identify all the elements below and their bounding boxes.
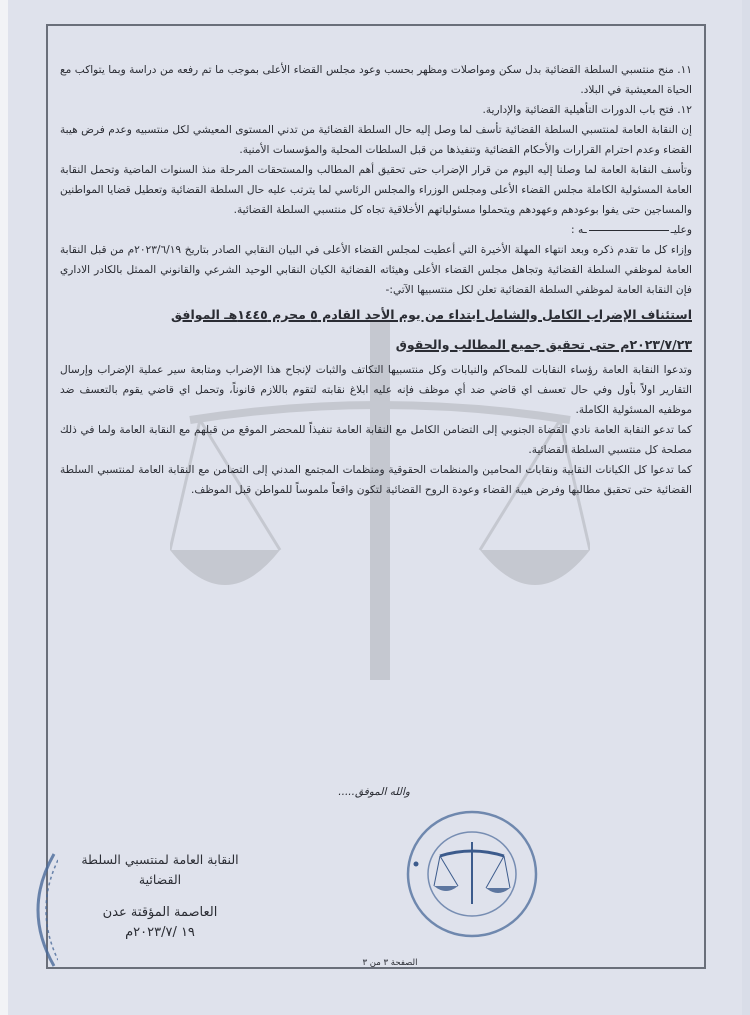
therefore-dash — [589, 230, 669, 231]
list-item-text: منح منتسبي السلطة القضائية بدل سكن ومواصلات ومظهر بحسب وعود مجلس القضاء الأعلى بموجب ما تم رفعه من دراسة وبما يتواكب مع الحياة المعيشية في البلاد. — [60, 64, 692, 96]
strike-headline-line-2: ٢٠٢٣/٧/٢٣م حتى تحقيق جميع المطالب والحقوق — [395, 337, 692, 352]
signature-city: العاصمة المؤقتة عدن — [102, 905, 218, 920]
partial-edge-stamp — [28, 850, 58, 970]
left-margin-strip — [0, 0, 8, 1015]
therefore-heading — [60, 220, 692, 240]
strike-headline-line-1: استئناف الإضراب الكامل والشامل ابتداء من يوم الأحد القادم ٥ محرم ١٤٤٥هـ الموافق — [171, 307, 692, 322]
seal-scale-pan-left — [434, 886, 458, 891]
seal-dot — [414, 862, 419, 867]
list-item-number: ١٢. — [677, 104, 692, 116]
therefore-suffix: ـه : — [571, 224, 587, 236]
signature-block — [80, 850, 240, 942]
paragraph-call-to-union-heads: وتدعوا النقابة العامة رؤساء النقابات للمحاكم والنيابات وكل منتسبيها التكاتف والثبات لإنجاح هذا الإضراب ومتابعة سير عملية الإضراب وإرسال التقارير اولاً بأول وفي حال تعسف اي قاضي ضد أي موظف فإنه عليه ابلاغ نقابته لتقوم باللازم قانوناً، وتحمل اي قاضي يقوم بالتعسف ضد موظفيه المسئولية الكاملة. — [60, 364, 692, 416]
seal-chain — [504, 856, 510, 888]
seal-chain — [434, 856, 440, 886]
edge-stamp-dotted-arc — [46, 860, 58, 960]
seal-chain — [486, 856, 504, 888]
watermark-pan-right — [480, 550, 590, 585]
closing-phrase: والله الموفق..... — [338, 786, 410, 798]
paragraph-call-to-civil-society: كما تدعوا كل الكيانات النقابية ونقابات المحامين والمنظمات الحقوقية ومنظمات المجتمع المدني إلى التضامن مع النقابة العامة لمنتسبي السلطة القضائية حتى تحقيق مطالبها وفرض هيبة القضاء وعودة الروح القضائية لتكون واقعاً ملموساً للمواطن قبل الموظف. — [60, 464, 692, 496]
paragraph-announcement: وإزاء كل ما تقدم ذكره وبعد انتهاء المهلة الأخيرة التي أعطيت لمجلس القضاء الأعلى في البيان النقابي الصادر بتاريخ ٢٠٢٣/٦/١٩م من قبل النقابة العامة لموظفي السلطة القضائية وتجاهل مجلس القضاء الأعلى وهيئاته القضائية الكيان النقابي الوحيد الشرعي والقانوني الممثل بالكادر الاداري فإن النقابة العامة لموظفي السلطة القضائية تعلن لكل منتسبيها الآتي:- — [60, 244, 692, 296]
paragraph-regret-living-standards: إن النقابة العامة لمنتسبي السلطة القضائية تأسف لما وصل إليه حال السلطة القضائية من تدني المستوى المعيشي لكل منتسبيه وعدم فرض هيبة القضاء وعدم احترام القرارات والأحكام القضائية وتنفيذها من قبل السلطات المحلية والمؤسسات الأمنية. — [60, 124, 692, 156]
page-number: الصفحة ٣ من ٣ — [362, 958, 418, 968]
edge-stamp-arc — [38, 854, 54, 966]
watermark-pan-left — [170, 550, 280, 585]
document-body — [60, 60, 692, 500]
list-item-12 — [60, 100, 692, 120]
seal-chain — [440, 856, 458, 886]
official-seal-stamp — [400, 806, 540, 941]
paragraph-call-to-judges-club: كما تدعو النقابة العامة نادي القضاة الجنوبي إلى التضامن الكامل مع النقابة العامة تنفيذاً للمحضر الموقع من قبلهم مع النقابة العامة ولما في ذلك مصلحة كل منتسبي السلطة القضائية. — [60, 424, 692, 456]
list-item-text: فتح باب الدورات التأهيلية القضائية والإدارية. — [482, 104, 674, 116]
list-item-number: ١١. — [677, 64, 692, 76]
signatory-organization: النقابة العامة لمنتسبي السلطة القضائية — [81, 852, 239, 887]
therefore-prefix: وعليـ — [670, 224, 692, 236]
list-item-11 — [60, 60, 692, 100]
signature-date: ١٩ /٢٠٢٣/٧م — [125, 925, 195, 940]
paragraph-strike-responsibility: وتأسف النقابة العامة لما وصلنا إليه اليوم من قرار الإضراب حتى تحقيق أهم المطالب والمستحقات المرحلة منذ السنوات الماضية وتحمل النقابة العامة المسئولية الكاملة مجلس القضاء الأعلى ومجلس الوزراء والمجلس الرئاسي لما يترتب عليه حال السلطة القضائية وتعطيل قضايا المواطنين والمساجين حتى يفوا بوعودهم وعهودهم ويتحملوا مسئولياتهم الأخلاقية تجاه كل منتسبي السلطة القضائية. — [60, 164, 692, 216]
seal-scale-pan-right — [486, 888, 510, 893]
